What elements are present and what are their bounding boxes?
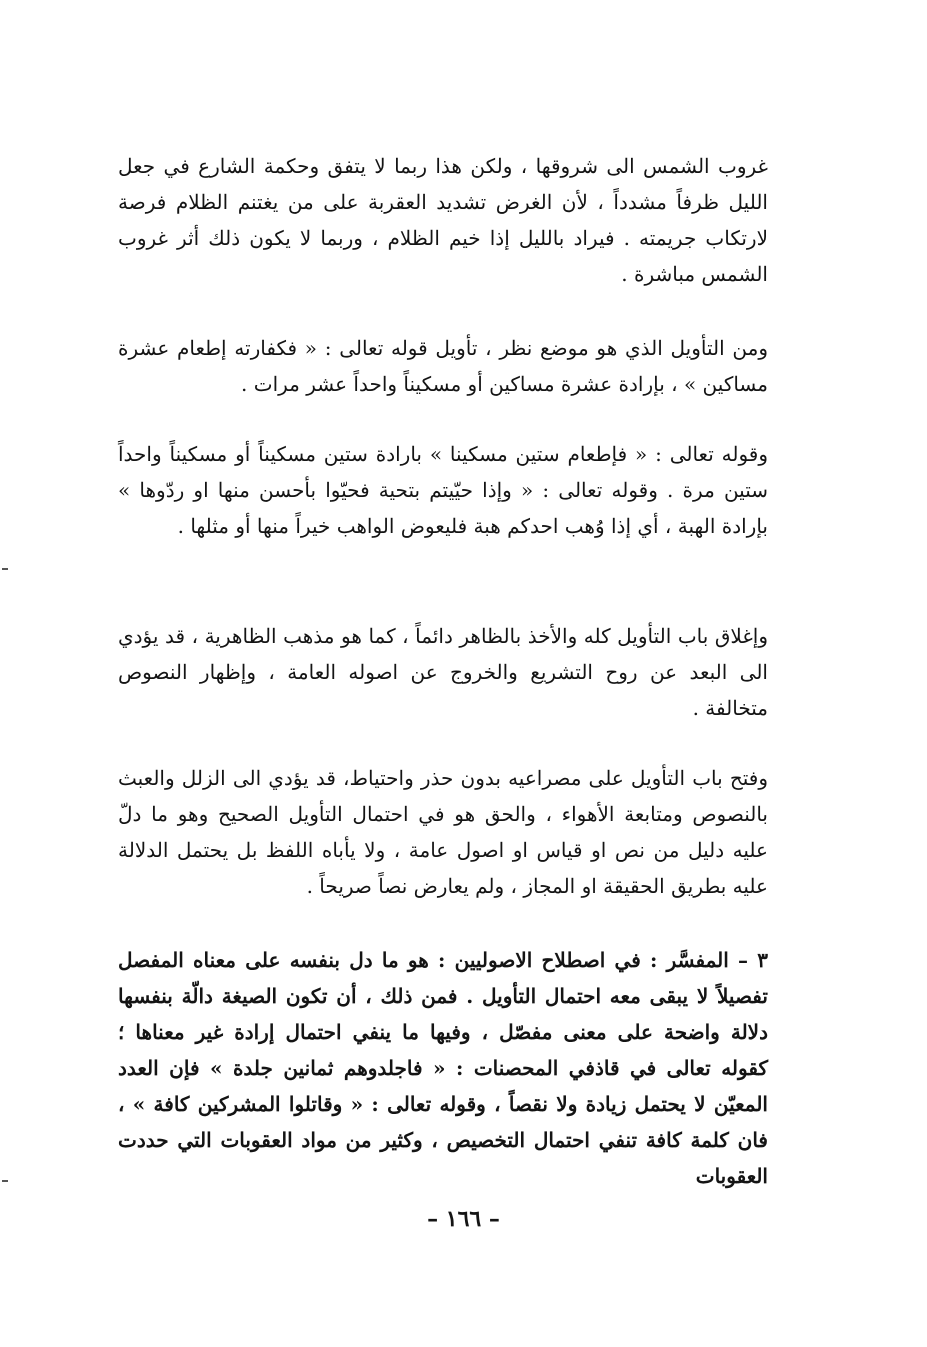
margin-mark: [2, 568, 8, 570]
text-block-5: [118, 760, 768, 904]
paragraph-2: ومن التأويل الذي هو موضع نظر ، تأويل قوله تعالى : « فكفارته إطعام عشرة مساكين » ، بإرادة عشرة مساكين أو مسكيناً واحداً عشر مرات .: [118, 336, 768, 396]
text-block-4: [118, 618, 768, 726]
paragraph-4: وإغلاق باب التأويل كله والأخذ بالظاهر دائماً ، كما هو مذهب الظاهرية ، قد يؤدي الى البعد عن روح التشريع والخروج عن اصوله العامة ، وإظهار النصوص متخالفة .: [118, 624, 768, 720]
margin-mark: [2, 1180, 8, 1182]
page-number: – ١٦٦ –: [427, 1206, 500, 1232]
text-block-2: [118, 330, 768, 402]
text-block-6: [118, 942, 768, 1194]
paragraph-6: ٣ – المفسَّر : في اصطلاح الاصوليين : هو ما دل بنفسه على معناه المفصل تفصيلاً لا يبقى معه احتمال التأويل . فمن ذلك ، أن تكون الصيغة دالّة بنفسها دلالة واضحة على معنى مفصّل ، وفيها ما ينفي احتمال إرادة غير معناها ؛ كقوله تعالى في قاذفي المحصنات : « فاجلدوهم ثمانين جلدة » فإن العدد المعيّن لا يحتمل زيادة ولا نقصاً ، وقوله تعالى : « وقاتلوا المشركين كافة » ، فان كلمة كافة تنفي احتمال التخصيص ، وكثير من مواد العقوبات التي حددت العقوبات: [118, 948, 768, 1188]
text-block-3: [118, 436, 768, 544]
paragraph-1: غروب الشمس الى شروقها ، ولكن هذا ربما لا يتفق وحكمة الشارع في جعل الليل ظرفاً مشدداً ، لأن الغرض تشديد العقربة على من يغتنم الظلام فرصة لارتكاب جريمته . فيراد بالليل إذا خيم الظلام ، وربما لا يكون ذلك أثر غروب الشمس مباشرة .: [118, 154, 768, 286]
paragraph-3: وقوله تعالى : « فإطعام ستين مسكينا » بارادة ستين مسكيناً أو مسكيناً واحداً ستين مرة . وقوله تعالى : « وإذا حيّيتم بتحية فحيّوا بأحسن منها او ردّوها » بإرادة الهبة ، أي إذا وُهب احدكم هبة فليعوض الواهب خيراً منها أو مثلها .: [118, 442, 768, 538]
paragraph-5: وفتح باب التأويل على مصراعيه بدون حذر واحتياط، قد يؤدي الى الزلل والعبث بالنصوص ومتابعة الأهواء ، والحق هو في احتمال التأويل الصحيح وهو ما دلّ عليه دليل من نص او قياس او اصول عامة ، ولا يأباه اللفظ بل يحتمل الدلالة عليه بطريق الحقيقة او المجاز ، ولم يعارض نصاً صريحاً .: [118, 766, 768, 898]
text-block-top: [118, 148, 768, 292]
